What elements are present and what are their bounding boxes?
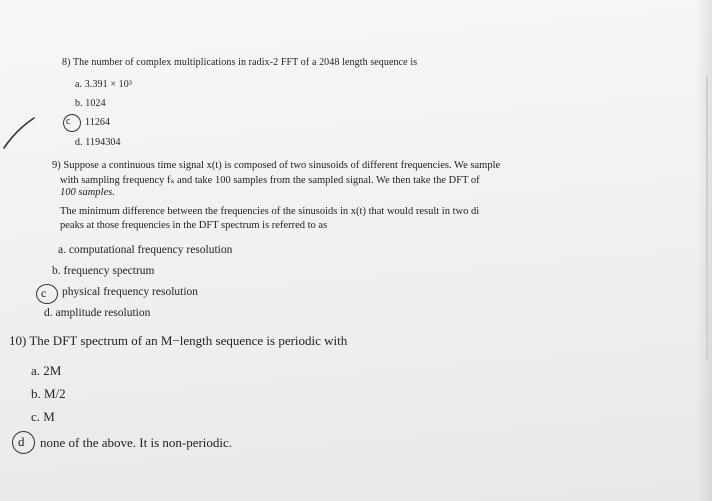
q8-marked-letter: c — [66, 116, 71, 127]
q10-marked-letter: d — [18, 434, 25, 449]
page-edge — [706, 75, 708, 360]
q10-option-d: none of the above. It is non-periodic. — [40, 435, 233, 450]
q9-stem-line-3: 100 samples. — [60, 187, 115, 198]
answer-circle-mark — [63, 114, 81, 132]
q9-marked-letter: c — [41, 286, 47, 300]
answer-circle-mark — [12, 431, 35, 454]
q9-option-c: physical frequency resolution — [62, 286, 199, 298]
page-shadow — [696, 0, 712, 501]
answer-circle-mark — [36, 284, 58, 304]
q8-option-a: a. 3.391 × 10³ — [75, 79, 132, 90]
q9-option-b: b. frequency spectrum — [52, 265, 155, 277]
q10-option-c: c. M — [31, 409, 55, 424]
q9-stem-line-4: The minimum difference between the frequencies of the sinusoids in x(t) that would result in two di — [60, 206, 480, 217]
q8-stem: 8) The number of complex multiplications in radix-2 FFT of a 2048 length sequence is — [62, 57, 418, 68]
q9-option-d: d. amplitude resolution — [44, 307, 151, 319]
q8-option-d: d. 1194304 — [75, 137, 121, 148]
q10-option-b: b. M/2 — [31, 386, 66, 401]
q9-stem-line-5: peaks at those frequencies in the DFT spectrum is referred to as — [60, 220, 328, 231]
q9-stem-line-1: 9) Suppose a continuous time signal x(t) is composed of two sinusoids of different frequencies. We sample — [52, 160, 501, 171]
q8-option-b: b. 1024 — [75, 98, 106, 109]
q10-stem: 10) The DFT spectrum of an M−length sequence is periodic with — [9, 333, 348, 348]
q9-stem-line-2: with sampling frequency fₛ and take 100 samples from the sampled signal. We then take the DFT of — [60, 175, 480, 186]
q9-option-a: a. computational frequency resolution — [58, 244, 233, 256]
q10-option-a: a. 2M — [31, 363, 62, 378]
q8-option-c: 11264 — [85, 117, 111, 128]
